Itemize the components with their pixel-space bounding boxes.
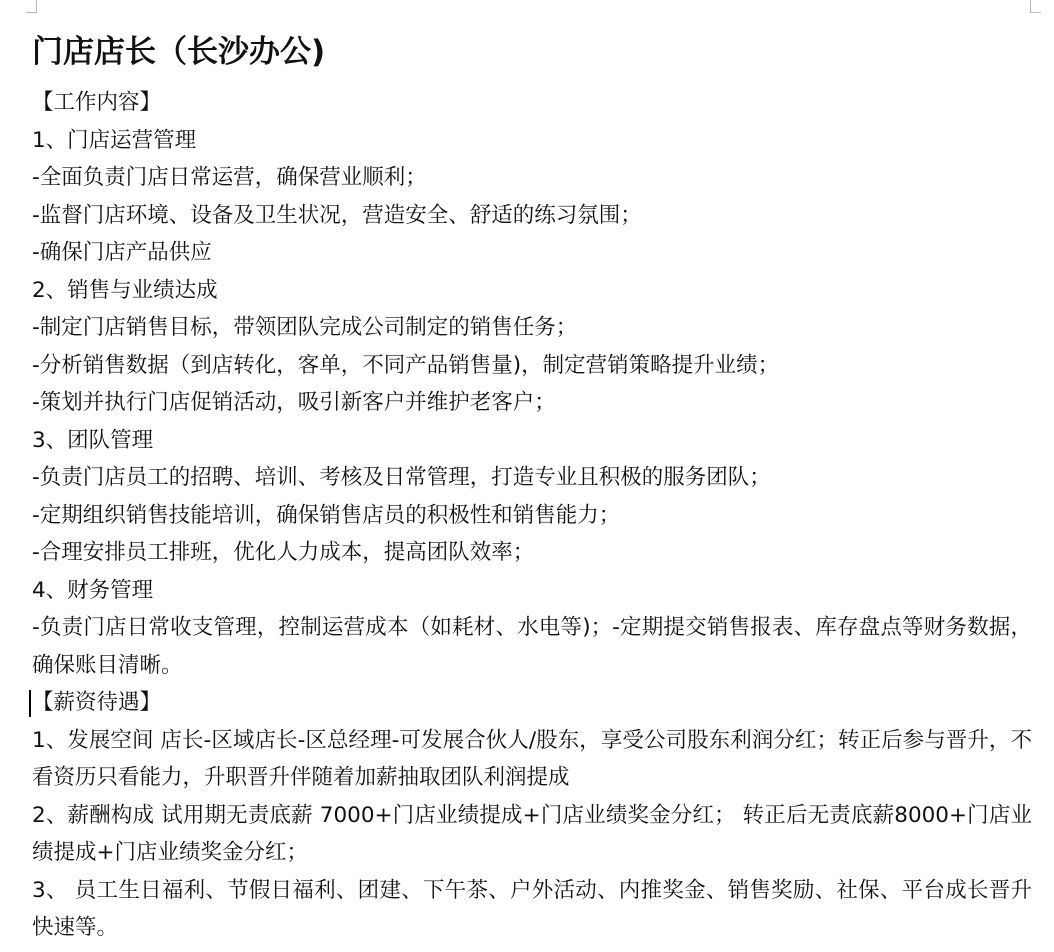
paragraph-line: 3、 员工生日福利、节假日福利、团建、下午茶、户外活动、内推奖金、销售奖励、社保、平台成长晋升快速等。 bbox=[32, 877, 1032, 940]
paragraph-line: -确保门店产品供应 bbox=[32, 240, 212, 265]
section-heading-job-content: 【工作内容】 bbox=[32, 90, 162, 115]
paragraph-line: -负责门店日常收支管理，控制运营成本（如耗材、水电等)；-定期提交销售报表、库存盘点等财务数据，确保账目清晰。 bbox=[32, 615, 1032, 678]
text-cursor bbox=[29, 690, 31, 717]
document-body bbox=[32, 30, 1032, 947]
paragraph-line: -合理安排员工排班，优化人力成本，提高团队效率； bbox=[32, 540, 535, 565]
section-heading-salary-benefits-text: 【薪资待遇】 bbox=[32, 690, 162, 715]
paragraph-line: -策划并执行门店促销活动，吸引新客户并维护老客户； bbox=[32, 390, 556, 415]
paragraph-line: 2、薪酬构成 试用期无责底薪 7000+门店业绩提成+门店业绩奖金分红； 转正后无责底薪8000+门店业绩提成+门店业绩奖金分红； bbox=[32, 802, 1032, 865]
paragraph-line: -负责门店员工的招聘、培训、考核及日常管理，打造专业且积极的服务团队； bbox=[32, 465, 771, 490]
paragraph-line: -监督门店环境、设备及卫生状况，营造安全、舒适的练习氛围； bbox=[32, 202, 642, 228]
page-corner-mark-left bbox=[26, 0, 37, 13]
subheading-team-management: 3、团队管理 bbox=[32, 427, 154, 453]
paragraph-line: 1、发展空间 店长-区域店长-区总经理-可发展合伙人/股东，享受公司股东利润分红；转正后参与晋升，不看资历只看能力，升职晋升伴随着加薪抽取团队利润提成 bbox=[32, 727, 1032, 790]
paragraph-line: -分析销售数据（到店转化，客单，不同产品销售量)，制定营销策略提升业绩； bbox=[32, 352, 780, 378]
paragraph-line: -定期组织销售技能培训，确保销售店员的积极性和销售能力； bbox=[32, 502, 621, 528]
section-heading-salary-benefits bbox=[32, 684, 1032, 722]
paragraph-line: -制定门店销售目标，带领团队完成公司制定的销售任务； bbox=[32, 315, 578, 340]
subheading-finance-management: 4、财务管理 bbox=[32, 577, 154, 603]
paragraph-line: -全面负责门店日常运营，确保营业顺利； bbox=[32, 165, 427, 190]
subheading-store-operations: 1、门店运营管理 bbox=[32, 127, 197, 153]
document-title: 门店店长（长沙办公) bbox=[32, 34, 326, 70]
subheading-sales-performance: 2、销售与业绩达成 bbox=[32, 277, 218, 303]
page-corner-mark-right bbox=[1030, 0, 1041, 13]
